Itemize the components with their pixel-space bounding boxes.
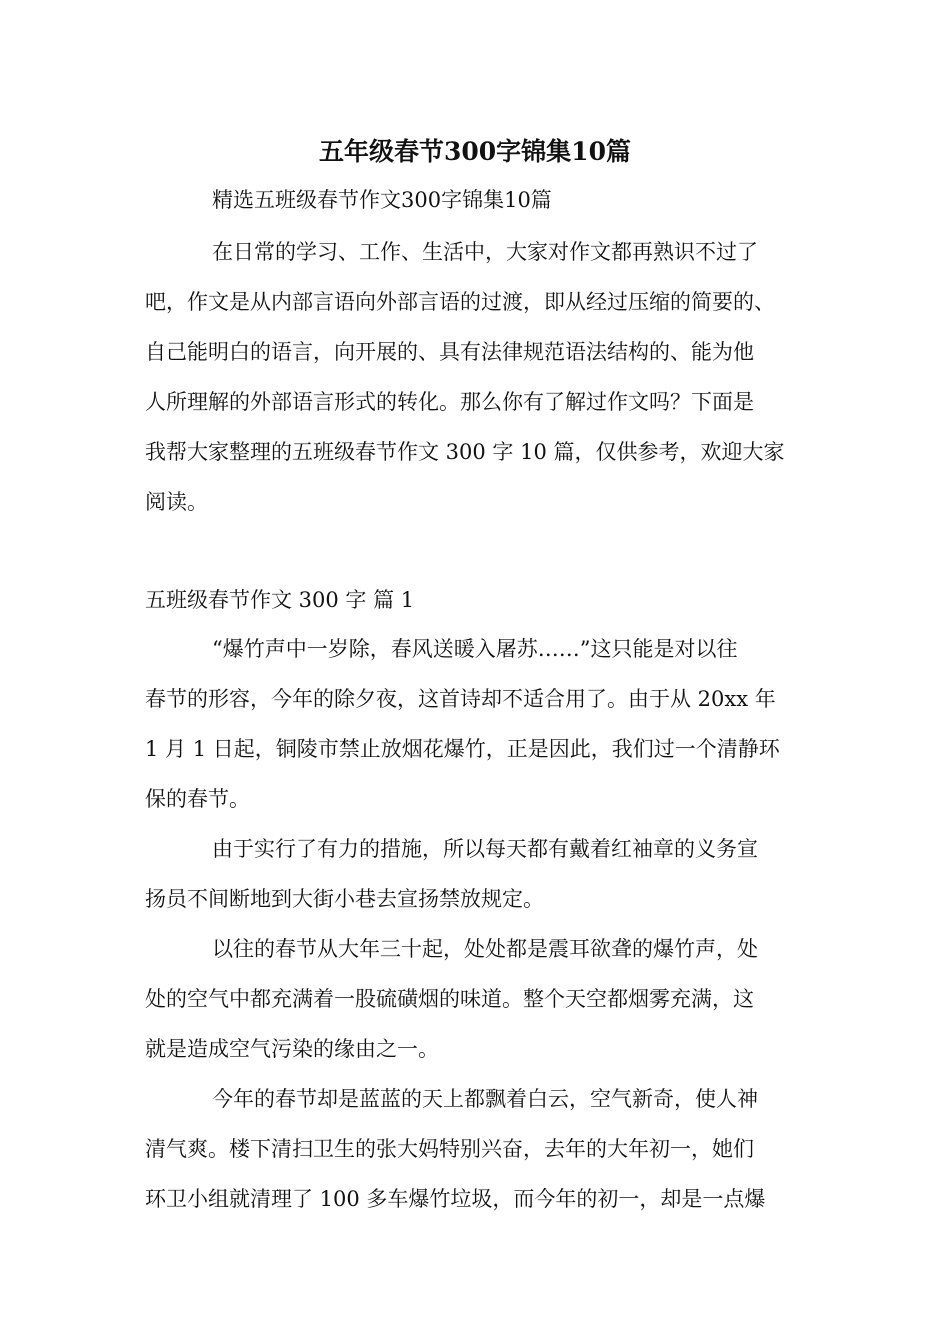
intro-line: 我帮大家整理的五班级春节作文 300 字 10 篇，仅供参考，欢迎大家: [145, 440, 785, 464]
paragraph-line: “爆竹声中一岁除，春风送暖入屠苏……”这只能是对以往: [212, 637, 738, 661]
paragraph-line: 就是造成空气污染的缘由之一。: [145, 1037, 439, 1061]
section-heading: 五班级春节作文 300 字 篇 1: [145, 588, 415, 612]
paragraph-line: 今年的春节却是蓝蓝的天上都飘着白云，空气新奇，使人神: [212, 1087, 758, 1111]
intro-line: 在日常的学习、工作、生活中，大家对作文都再熟识不过了: [212, 240, 758, 264]
document-title: 五年级春节300字锦集10篇: [319, 137, 631, 166]
paragraph-line: 1 月 1 日起，铜陵市禁止放烟花爆竹，正是因此，我们过一个清静环: [145, 737, 780, 761]
paragraph-line: 扬员不间断地到大街小巷去宣扬禁放规定。: [145, 887, 544, 911]
intro-line: 自己能明白的语言，向开展的、具有法律规范语法结构的、能为他: [145, 340, 754, 364]
intro-line: 吧，作文是从内部言语向外部言语的过渡，即从经过压缩的简要的、: [145, 290, 775, 314]
paragraph-line: 保的春节。: [145, 787, 250, 811]
paragraph-line: 以往的春节从大年三十起，处处都是震耳欲聋的爆竹声，处: [212, 937, 758, 961]
paragraph-line: 环卫小组就清理了 100 多车爆竹垃圾，而今年的初一，却是一点爆: [145, 1187, 766, 1211]
paragraph-line: 由于实行了有力的措施，所以每天都有戴着红袖章的义务宣: [212, 837, 758, 861]
paragraph-line: 春节的形容，今年的除夕夜，这首诗却不适合用了。由于从 20xx 年: [145, 687, 776, 711]
paragraph-line: 清气爽。楼下清扫卫生的张大妈特别兴奋，去年的大年初一，她们: [145, 1137, 754, 1161]
document-subtitle: 精选五班级春节作文300字锦集10篇: [212, 188, 552, 212]
paragraph-line: 处的空气中都充满着一股硫磺烟的味道。整个天空都烟雾充满，这: [145, 987, 754, 1011]
intro-line: 人所理解的外部语言形式的转化。那么你有了解过作文吗？下面是: [145, 390, 754, 414]
intro-line: 阅读。: [145, 490, 208, 514]
